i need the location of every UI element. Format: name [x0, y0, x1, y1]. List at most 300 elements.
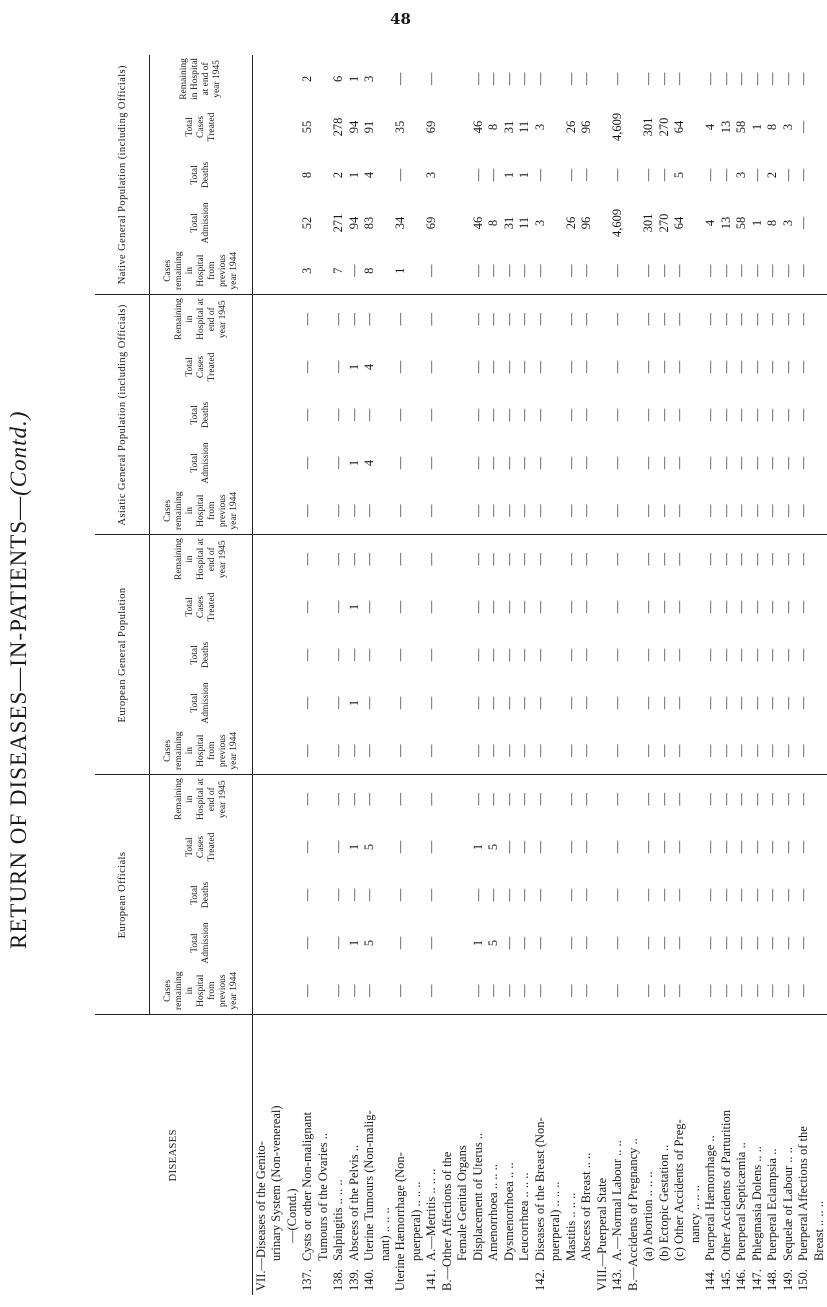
- table-cell: —: [346, 727, 362, 775]
- table-cell: —: [765, 456, 780, 470]
- table-cell: [687, 727, 703, 775]
- group-header-european-general: European General Population: [95, 535, 150, 775]
- table-cell: [284, 103, 300, 151]
- table-cell: —: [331, 727, 347, 775]
- table-cell: 4,609: [610, 112, 625, 141]
- table-cell: —: [563, 487, 579, 535]
- table-cell: [269, 103, 285, 151]
- table-cell: —: [703, 648, 718, 662]
- table-cell: —: [424, 840, 439, 854]
- table-cell: —: [486, 456, 501, 470]
- table-cell: —: [734, 247, 750, 295]
- table-cell: [594, 583, 610, 631]
- table-cell: —: [579, 840, 594, 854]
- table-cell: [455, 823, 471, 871]
- table-cell: [253, 919, 269, 967]
- table-cell: —: [703, 456, 718, 470]
- table-cell: [594, 55, 610, 103]
- table-cell: —: [610, 456, 625, 470]
- table-cell: —: [734, 648, 749, 662]
- table-cell: [811, 535, 827, 583]
- table-cell: [315, 775, 331, 823]
- column-header: Total Deaths: [150, 391, 253, 439]
- table-cell: [253, 55, 269, 103]
- table-cell: [548, 199, 564, 247]
- table-cell: —: [563, 792, 578, 806]
- table-cell: 58: [734, 216, 749, 230]
- table-cell: —: [734, 312, 749, 326]
- table-cell: —: [765, 648, 780, 662]
- table-cell: 3: [780, 219, 795, 227]
- table-cell: [284, 55, 300, 103]
- table-cell: —: [470, 312, 485, 326]
- table-cell: —: [718, 72, 733, 86]
- disease-label: [331, 1015, 347, 1295]
- table-cell: —: [346, 487, 362, 535]
- table-row: [455, 55, 471, 1295]
- table-cell: —: [780, 696, 795, 710]
- disease-name: Cysts or other Non-malignant: [300, 1112, 315, 1261]
- table-cell: [439, 727, 455, 775]
- table-row: [331, 55, 347, 1295]
- table-cell: —: [486, 552, 501, 566]
- table-cell: —: [780, 936, 795, 950]
- table-cell: —: [656, 487, 672, 535]
- table-row: [610, 55, 626, 1295]
- table-cell: [269, 151, 285, 199]
- table-cell: 4: [362, 459, 377, 467]
- table-cell: [455, 679, 471, 727]
- table-cell: —: [672, 967, 688, 1015]
- table-cell: —: [610, 408, 625, 422]
- table-cell: —: [703, 696, 718, 710]
- table-cell: [594, 535, 610, 583]
- table-cell: 94: [346, 216, 361, 230]
- table-cell: [315, 535, 331, 583]
- table-cell: —: [765, 552, 780, 566]
- table-cell: —: [796, 72, 811, 86]
- table-cell: —: [610, 792, 625, 806]
- table-cell: —: [501, 360, 516, 374]
- table-cell: —: [765, 727, 781, 775]
- table-row: [253, 55, 269, 1295]
- table-cell: 46: [470, 216, 485, 230]
- table-cell: [269, 439, 285, 487]
- table-cell: 69: [424, 120, 439, 134]
- table-cell: [269, 679, 285, 727]
- disease-name: Diseases of the Breast (Non-: [532, 1117, 547, 1261]
- table-cell: —: [656, 247, 672, 295]
- table-cell: [439, 439, 455, 487]
- table-cell: —: [780, 727, 796, 775]
- table-cell: —: [486, 727, 502, 775]
- table-cell: [439, 535, 455, 583]
- table-cell: —: [393, 72, 408, 86]
- table-cell: —: [532, 600, 547, 614]
- table-cell: —: [470, 408, 485, 422]
- table-cell: —: [424, 600, 439, 614]
- table-cell: [408, 535, 424, 583]
- table-cell: [408, 727, 424, 775]
- table-cell: [315, 631, 331, 679]
- table-cell: [594, 631, 610, 679]
- table-cell: —: [486, 360, 501, 374]
- table-cell: —: [610, 696, 625, 710]
- table-cell: —: [579, 168, 594, 182]
- table-cell: —: [610, 840, 625, 854]
- table-cell: —: [780, 360, 795, 374]
- table-cell: [625, 727, 641, 775]
- table-cell: —: [563, 552, 578, 566]
- table-cell: —: [300, 487, 316, 535]
- table-cell: —: [517, 360, 532, 374]
- table-cell: [377, 679, 393, 727]
- disease-name: Leucorrhœa .. .. ..: [517, 1172, 532, 1261]
- table-cell: —: [656, 967, 672, 1015]
- table-cell: —: [331, 648, 346, 662]
- table-cell: —: [517, 487, 533, 535]
- table-cell: [269, 55, 285, 103]
- table-cell: —: [300, 360, 315, 374]
- table-cell: —: [501, 600, 516, 614]
- table-cell: —: [718, 600, 733, 614]
- table-cell: —: [672, 247, 688, 295]
- table-cell: —: [501, 888, 516, 902]
- table-cell: —: [610, 360, 625, 374]
- disease-label: [656, 1015, 672, 1295]
- table-cell: —: [470, 727, 486, 775]
- table-cell: [315, 199, 331, 247]
- table-cell: [455, 487, 471, 535]
- table-cell: 52: [300, 216, 315, 230]
- table-cell: [377, 535, 393, 583]
- table-cell: —: [532, 456, 547, 470]
- table-cell: —: [300, 456, 315, 470]
- table-cell: [455, 631, 471, 679]
- table-cell: —: [501, 312, 516, 326]
- table-cell: [687, 583, 703, 631]
- disease-number: 146.: [734, 1269, 749, 1291]
- table-cell: —: [424, 888, 439, 902]
- disease-number: 141.: [424, 1269, 439, 1291]
- table-cell: —: [300, 408, 315, 422]
- disease-name: (c) Other Accidents of Preg-: [672, 1119, 687, 1261]
- table-cell: [594, 919, 610, 967]
- table-cell: —: [796, 696, 811, 710]
- table-cell: —: [749, 72, 764, 86]
- table-cell: —: [362, 312, 377, 326]
- table-cell: [811, 679, 827, 727]
- table-cell: [377, 775, 393, 823]
- table-cell: 1: [346, 843, 361, 851]
- table-cell: —: [517, 648, 532, 662]
- table-cell: [455, 727, 471, 775]
- table-cell: —: [501, 487, 517, 535]
- table-cell: —: [749, 792, 764, 806]
- table-cell: —: [610, 727, 626, 775]
- table-cell: —: [486, 72, 501, 86]
- table-cell: —: [424, 936, 439, 950]
- table-cell: —: [424, 456, 439, 470]
- table-cell: —: [796, 792, 811, 806]
- table-cell: —: [780, 600, 795, 614]
- table-row: [470, 55, 486, 1295]
- table-cell: [377, 391, 393, 439]
- disease-name: Phlegmasia Dolens .. ..: [749, 1146, 764, 1261]
- column-header: Total Admission: [150, 919, 253, 967]
- table-cell: —: [765, 487, 781, 535]
- table-cell: —: [362, 696, 377, 710]
- table-cell: [687, 919, 703, 967]
- disease-label: [501, 1015, 517, 1295]
- disease-label: [780, 1015, 796, 1295]
- table-cell: —: [796, 120, 811, 134]
- table-cell: [408, 679, 424, 727]
- table-cell: —: [501, 936, 516, 950]
- table-body: [253, 55, 827, 1295]
- table-cell: [811, 199, 827, 247]
- table-cell: [377, 295, 393, 343]
- table-cell: [625, 439, 641, 487]
- table-cell: [625, 391, 641, 439]
- table-cell: —: [486, 487, 502, 535]
- table-cell: —: [765, 792, 780, 806]
- running-title-contd: (Contd.): [6, 410, 31, 497]
- table-cell: 301: [641, 117, 656, 137]
- table-cell: [594, 343, 610, 391]
- table-cell: —: [424, 408, 439, 422]
- table-cell: —: [765, 408, 780, 422]
- table-cell: —: [579, 487, 595, 535]
- table-cell: [548, 583, 564, 631]
- table-cell: [253, 871, 269, 919]
- table-cell: —: [703, 600, 718, 614]
- table-cell: 11: [517, 120, 532, 133]
- table-cell: —: [672, 360, 687, 374]
- disease-label: [594, 1015, 610, 1295]
- table-cell: 26: [563, 120, 578, 134]
- table-cell: —: [780, 792, 795, 806]
- table-cell: —: [672, 648, 687, 662]
- table-cell: —: [579, 967, 595, 1015]
- table-cell: —: [765, 967, 781, 1015]
- table-cell: —: [796, 216, 811, 230]
- table-cell: [253, 967, 269, 1015]
- table-cell: —: [331, 456, 346, 470]
- table-cell: —: [532, 888, 547, 902]
- page-number: 48: [390, 10, 411, 28]
- table-cell: —: [672, 792, 687, 806]
- table-cell: —: [749, 888, 764, 902]
- table-cell: —: [703, 487, 719, 535]
- table-cell: [439, 103, 455, 151]
- table-cell: —: [424, 967, 440, 1015]
- table-cell: [687, 103, 703, 151]
- table-cell: [253, 295, 269, 343]
- table-cell: [455, 295, 471, 343]
- table-cell: [548, 343, 564, 391]
- disease-name: urinary System (Non-venereal): [269, 1105, 284, 1261]
- table-cell: —: [796, 360, 811, 374]
- table-cell: —: [610, 888, 625, 902]
- table-cell: [594, 295, 610, 343]
- disease-name: puerperal) .. .. ..: [548, 1181, 563, 1261]
- table-cell: [284, 631, 300, 679]
- table-cell: —: [656, 727, 672, 775]
- table-cell: —: [641, 840, 656, 854]
- table-cell: [455, 199, 471, 247]
- table-row: [362, 55, 378, 1295]
- table-cell: [811, 919, 827, 967]
- table-cell: —: [672, 456, 687, 470]
- table-cell: —: [656, 168, 671, 182]
- table-cell: [284, 391, 300, 439]
- table-cell: —: [346, 552, 361, 566]
- column-header: Total Cases Treated: [150, 823, 253, 871]
- disease-name: Uterine Hæmorrhage (Non-: [393, 1152, 408, 1291]
- table-cell: 8: [486, 219, 501, 227]
- table-cell: —: [765, 936, 780, 950]
- table-cell: [315, 727, 331, 775]
- table-cell: —: [610, 552, 625, 566]
- table-row: [439, 55, 455, 1295]
- table-cell: 91: [362, 120, 377, 134]
- table-cell: —: [424, 792, 439, 806]
- table-cell: [625, 343, 641, 391]
- table-cell: —: [641, 168, 656, 182]
- table-cell: —: [532, 72, 547, 86]
- table-cell: —: [796, 312, 811, 326]
- column-header: Remaining in Hospital at end of year 1945: [150, 295, 253, 343]
- table-cell: —: [470, 888, 485, 902]
- table-cell: [687, 631, 703, 679]
- table-cell: [625, 55, 641, 103]
- table-cell: [625, 823, 641, 871]
- table-cell: [269, 919, 285, 967]
- table-cell: —: [749, 312, 764, 326]
- table-cell: —: [703, 727, 719, 775]
- table-cell: [269, 247, 285, 295]
- table-row: [315, 55, 331, 1295]
- table-row: [641, 55, 657, 1295]
- table-cell: [439, 343, 455, 391]
- disease-name: A.—Normal Labour .. ..: [610, 1140, 625, 1261]
- disease-name: Female Genital Organs: [455, 1145, 470, 1261]
- table-cell: 1: [346, 459, 361, 467]
- table-cell: —: [362, 600, 377, 614]
- table-cell: —: [393, 408, 408, 422]
- table-cell: [455, 343, 471, 391]
- table-cell: —: [424, 360, 439, 374]
- column-header: Total Deaths: [150, 151, 253, 199]
- table-cell: —: [470, 487, 486, 535]
- table-cell: 270: [656, 213, 671, 233]
- disease-number: 137.: [300, 1269, 315, 1291]
- table-cell: —: [672, 888, 687, 902]
- table-cell: [269, 871, 285, 919]
- table-cell: [594, 727, 610, 775]
- table-cell: —: [393, 967, 409, 1015]
- table-row: [486, 55, 502, 1295]
- table-cell: 3: [424, 171, 439, 179]
- table-cell: [811, 295, 827, 343]
- table-cell: —: [610, 247, 626, 295]
- table-cell: —: [486, 168, 501, 182]
- disease-name: Puerperal Eclampsia ..: [765, 1148, 780, 1261]
- table-cell: 58: [734, 120, 749, 134]
- table-cell: —: [486, 696, 501, 710]
- table-cell: —: [346, 888, 361, 902]
- table-cell: —: [656, 408, 671, 422]
- table-row: [269, 55, 285, 1295]
- table-cell: —: [517, 696, 532, 710]
- disease-name: nancy .. .. ..: [687, 1185, 702, 1243]
- table-cell: [315, 967, 331, 1015]
- table-cell: [548, 631, 564, 679]
- table-cell: 270: [656, 117, 671, 137]
- disease-number: 150.: [796, 1269, 811, 1291]
- disease-name: Mastitis .. .. ..: [563, 1192, 578, 1261]
- table-cell: [625, 199, 641, 247]
- table-cell: 1: [393, 247, 409, 295]
- table-cell: —: [501, 727, 517, 775]
- table-cell: —: [563, 360, 578, 374]
- table-cell: —: [703, 888, 718, 902]
- table-cell: —: [780, 487, 796, 535]
- table-cell: [315, 439, 331, 487]
- table-cell: 4: [703, 219, 718, 227]
- table-cell: [594, 823, 610, 871]
- table-cell: —: [579, 600, 594, 614]
- table-cell: —: [393, 168, 408, 182]
- table-cell: —: [672, 552, 687, 566]
- table-cell: —: [765, 840, 780, 854]
- table-row: [377, 55, 393, 1295]
- table-cell: —: [300, 696, 315, 710]
- table-cell: [548, 295, 564, 343]
- table-cell: [625, 151, 641, 199]
- table-cell: —: [501, 792, 516, 806]
- table-cell: —: [656, 888, 671, 902]
- table-cell: —: [656, 72, 671, 86]
- table-cell: [811, 247, 827, 295]
- table-cell: 46: [470, 120, 485, 134]
- table-cell: 4: [703, 123, 718, 131]
- disease-label: [563, 1015, 579, 1295]
- table-cell: —: [486, 600, 501, 614]
- table-cell: —: [300, 727, 316, 775]
- table-cell: —: [656, 312, 671, 326]
- table-cell: [408, 103, 424, 151]
- table-cell: —: [362, 888, 377, 902]
- table-cell: —: [532, 727, 548, 775]
- table-cell: [408, 871, 424, 919]
- table-cell: —: [749, 696, 764, 710]
- table-cell: —: [579, 696, 594, 710]
- table-cell: —: [331, 792, 346, 806]
- disease-number: 140.: [362, 1269, 377, 1291]
- table-cell: [315, 871, 331, 919]
- table-cell: [687, 823, 703, 871]
- column-header: Total Cases Treated: [150, 583, 253, 631]
- table-cell: [455, 103, 471, 151]
- table-cell: —: [563, 696, 578, 710]
- table-cell: —: [734, 888, 749, 902]
- table-cell: [253, 151, 269, 199]
- table-cell: —: [610, 967, 626, 1015]
- table-cell: —: [579, 888, 594, 902]
- table-cell: [269, 343, 285, 391]
